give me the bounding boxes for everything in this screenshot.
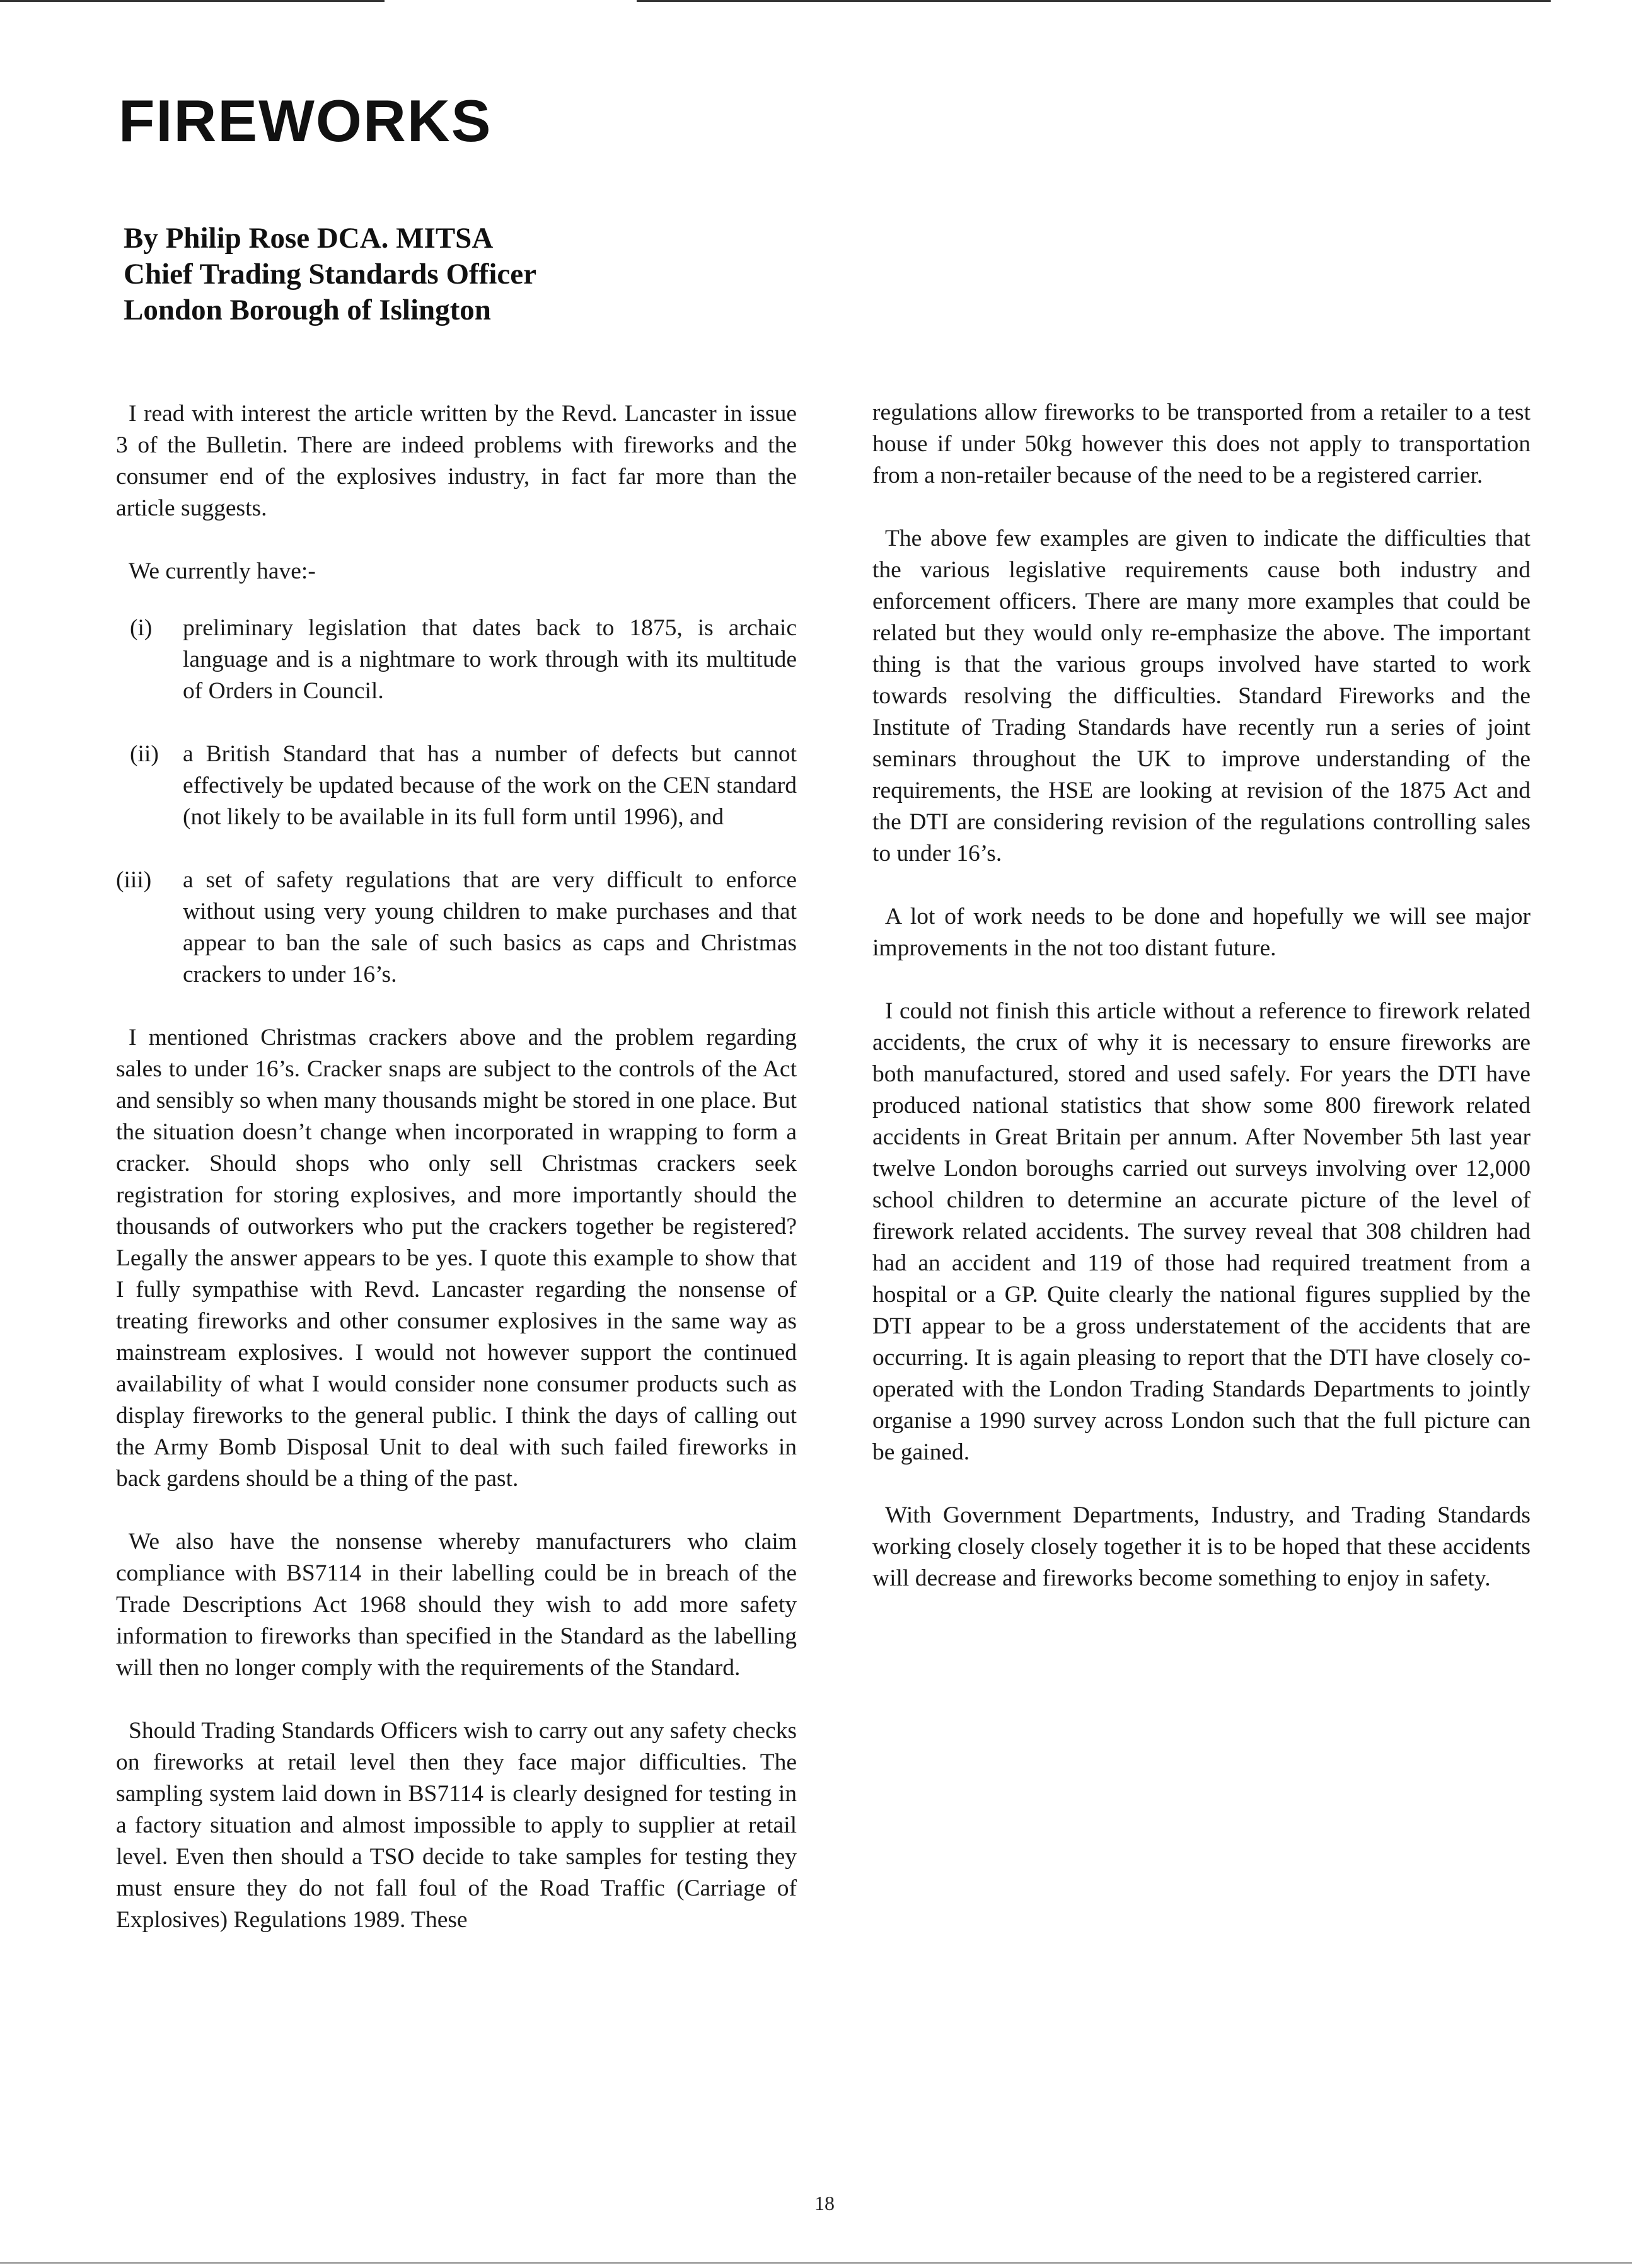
- bottom-rule: [0, 2262, 1632, 2264]
- left-column: [116, 398, 797, 1967]
- paragraph: We currently have:-: [129, 558, 316, 584]
- top-rule: [0, 0, 385, 2]
- paragraph: I mentioned Christmas crackers above and the problem regarding sales to under 16’s. Cracker snaps are subject to the controls of the Act and sensibly so when many thousands might be stored in one place. But the situation doesn’t change when incorporated in wrapping to form a cracker. Should shops who only sell Christmas crackers seek registration for storing explosives, and more importantly should the thousands of outworkers who put the crackers together be registered? Legally the answer appears to be yes. I quote this example to show that I fully sympathise with Revd. Lancaster regarding the nonsense of treating fireworks and other consumer explosives in the same way as mainstream explosives. I would not however support the continued availability of what I would consider none consumer products such as display fireworks to the general public. I think the days of calling out the Army Bomb Disposal Unit to deal with such failed fireworks in back gardens should be a thing of the past.: [116, 1025, 797, 1492]
- paragraph: regulations allow fireworks to be transported from a retailer to a test house if under 50kg however this does not apply to transportation from a non-retailer because of the need to be a registered carrier.: [872, 400, 1531, 488]
- top-rule: [637, 0, 1551, 2]
- list-text: preliminary legislation that dates back to 1875, is archaic language and is a nightmare to work through with its multitude of Orders in Council.: [183, 615, 797, 704]
- list-item: [116, 739, 797, 833]
- paragraph: The above few examples are given to indicate the difficulties that the various legislative requirements cause both industry and enforcement officers. There are many more examples that could be related but they would only re-emphasize the above. The important thing is that the various groups involved have started to work towards resolving the difficulties. Standard Fireworks and the Institute of Trading Standards have recently run a series of joint seminars throughout the UK to improve understanding of the requirements, the HSE are looking at revision of the 1875 Act and the DTI are considering revision of the regulations controlling sales to under 16’s.: [872, 526, 1531, 866]
- list-item: [116, 613, 797, 707]
- list-number: (ii): [130, 741, 159, 767]
- article-title: FIREWORKS: [119, 88, 492, 154]
- page-number: 18: [814, 2192, 835, 2214]
- list-number: (iii): [116, 867, 152, 893]
- paragraph: I read with interest the article written by the Revd. Lancaster in issue 3 of the Bulletin. There are indeed problems with fireworks and the consumer end of the explosives industry, in fact far more than the article suggests.: [116, 401, 797, 521]
- byline: [124, 221, 536, 328]
- author-organisation: London Borough of Islington: [124, 294, 491, 326]
- paragraph: We also have the nonsense whereby manufacturers who claim compliance with BS7114 in their labelling could be in breach of the Trade Descriptions Act 1968 should they wish to add more safety information to fireworks than specified in the Standard as the labelling will then no longer comply with the requirements of the Standard.: [116, 1529, 797, 1681]
- paragraph: With Government Departments, Industry, and Trading Standards working closely closely together it is to be hoped that these accidents will decrease and fireworks become something to enjoy in safety.: [872, 1502, 1531, 1591]
- list-text: a British Standard that has a number of defects but cannot effectively be updated because of the work on the CEN standard (not likely to be available in its full form until 1996), and: [183, 741, 797, 830]
- list-text: a set of safety regulations that are very difficult to enforce without using very young children to make purchases and that appear to ban the sale of such basics as caps and Christmas crackers to under 16’s.: [183, 867, 797, 987]
- author-position: Chief Trading Standards Officer: [124, 258, 536, 291]
- author-name: By Philip Rose DCA. MITSA: [124, 222, 494, 255]
- paragraph: Should Trading Standards Officers wish to carry out any safety checks on fireworks at retail level then they face major difficulties. The sampling system laid down in BS7114 is clearly designed for testing in a factory situation and almost impossible to apply to supplier at retail level. Even then should a TSO decide to take samples for testing they must ensure they do not fall foul of the Road Traffic (Carriage of Explosives) Regulations 1989. These: [116, 1718, 797, 1933]
- list-item: [116, 865, 797, 991]
- paragraph: I could not finish this article without a reference to firework related accidents, the crux of why it is necessary to ensure fireworks are both manufactured, stored and used safely. For years the DTI have produced national statistics that show some 800 firework related accidents in Great Britain per annum. After November 5th last year twelve London boroughs carried out surveys involving over 12,000 school children to determine an accurate picture of the level of firework related accidents. The survey reveal that 308 children had had an accident and 119 of those had required treatment from a hospital or a GP. Quite clearly the national figures supplied by the DTI appear to be a gross understatement of the accidents that are occurring. It is again pleasing to report that the DTI have closely co-operated with the London Trading Standards Departments to jointly organise a 1990 survey across London such that the full picture can be gained.: [872, 998, 1531, 1465]
- right-column: [872, 397, 1531, 1626]
- list-number: (i): [130, 615, 153, 641]
- paragraph: A lot of work needs to be done and hopefully we will see major improvements in the not too distant future.: [872, 904, 1531, 961]
